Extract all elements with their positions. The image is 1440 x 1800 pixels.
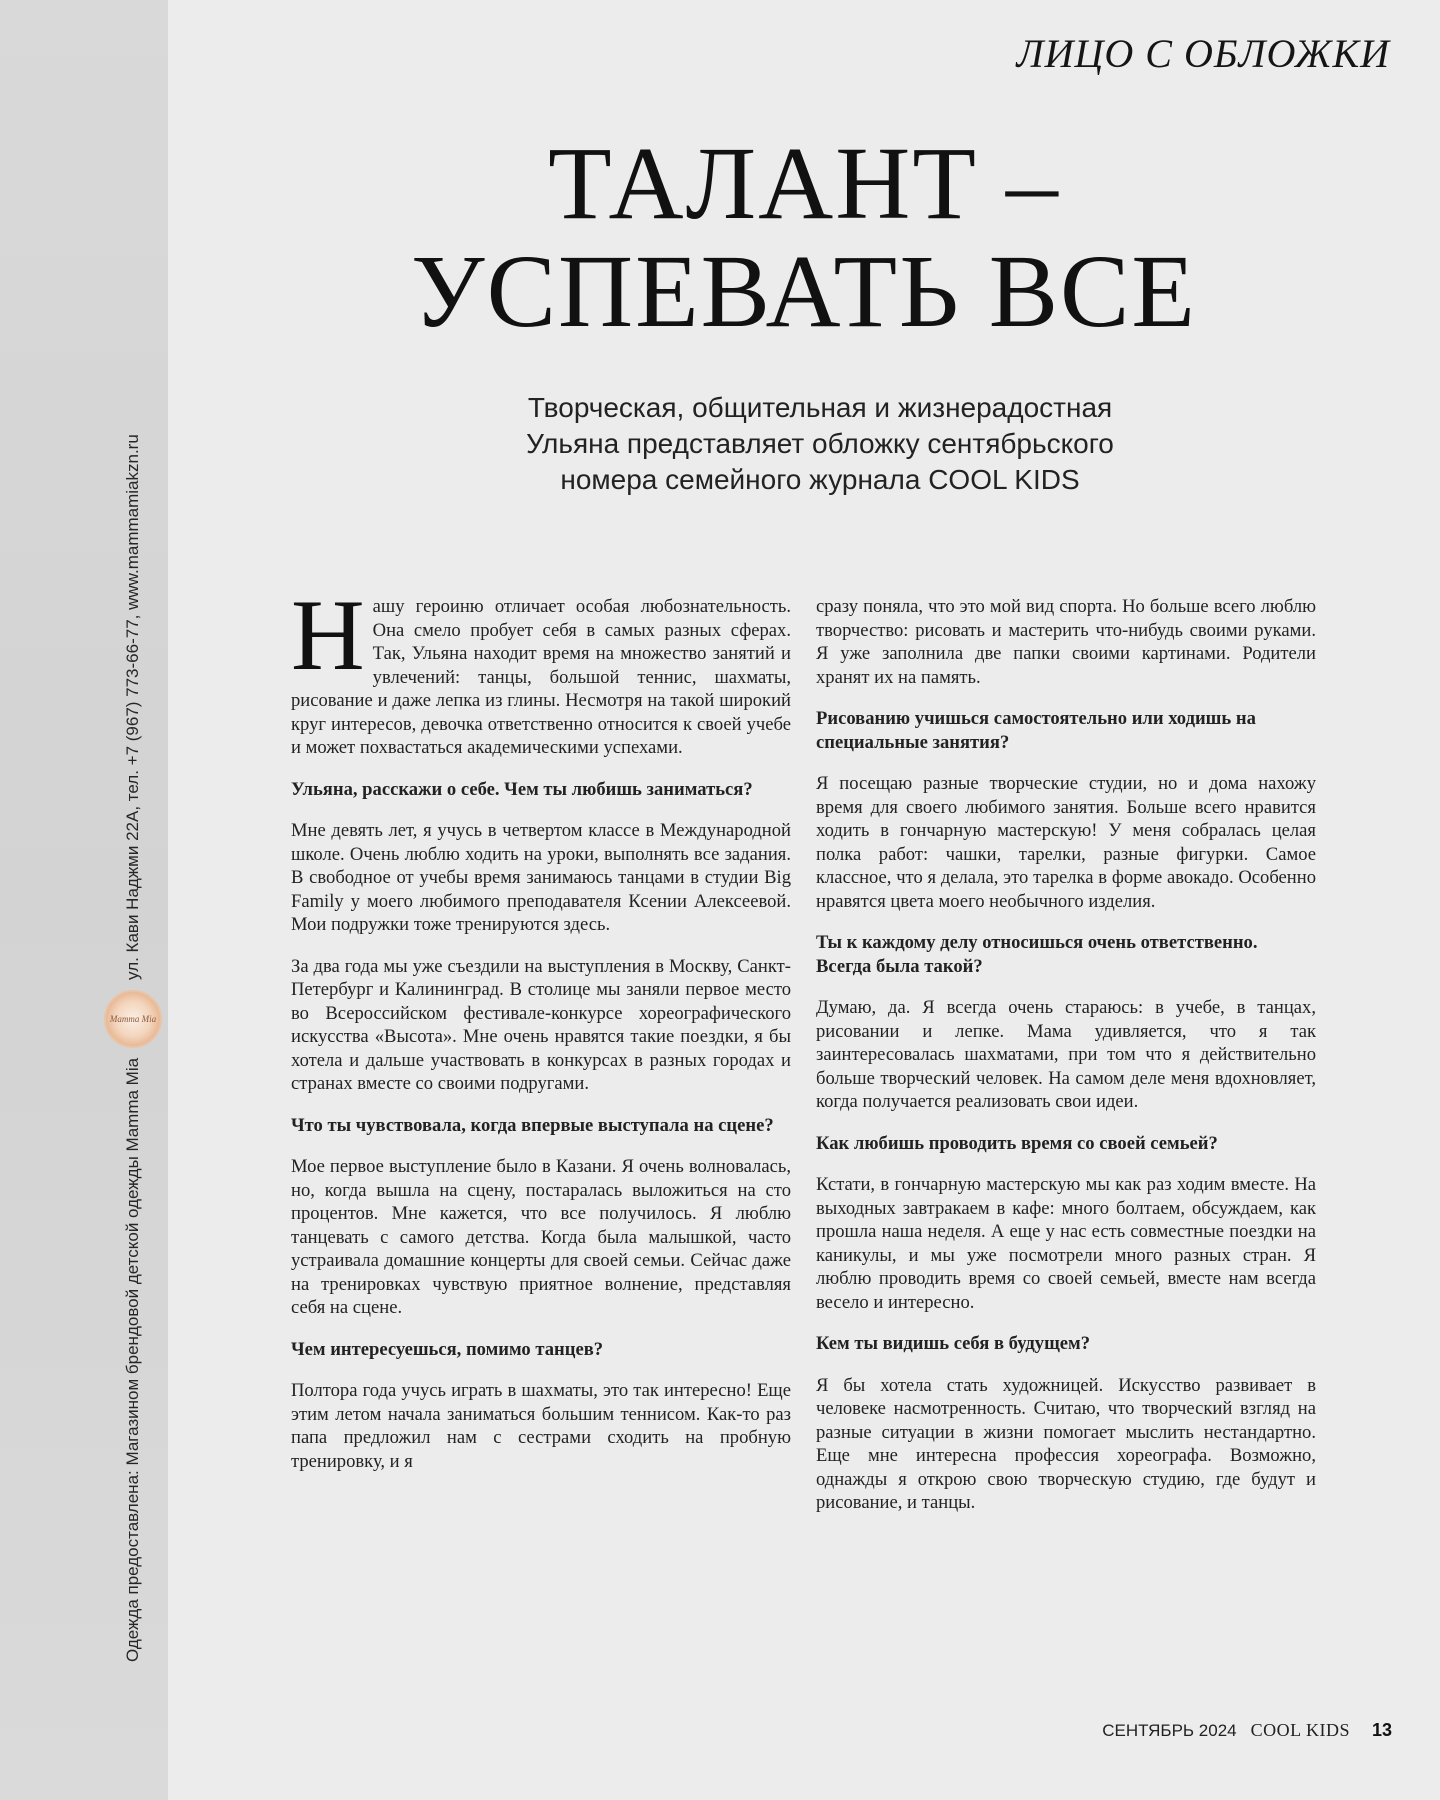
lead-line-1: Творческая, общительная и жизнерадостная — [527, 392, 1113, 423]
lead-paragraph — [440, 390, 1200, 498]
answer-1-paragraph-2: За два года мы уже съездили на выступления в Москву, Санкт-Петербург и Калининград. В столице мы заняли первое место во Всероссийском фестивале-конкурсе хореографического искусства «Высота». Мне очень нравятся такие поездки, я бы хотела и дальше участвовать в конкурсах в разных городах и странах вместе со своими подругами. — [291, 955, 791, 1094]
question-3: Чем интересуешься, помимо танцев? — [291, 1338, 604, 1360]
question-6: Как любишь проводить время со своей семьей? — [816, 1132, 1218, 1154]
sidebar-credit-line — [104, 434, 162, 1662]
lead-line-2: Ульяна представляет обложку сентябрьского — [526, 428, 1114, 459]
question-5: Ты к каждому делу относишься очень ответственно. Всегда была такой? — [816, 932, 1258, 977]
question-2: Что ты чувствовала, когда впервые выступала на сцене? — [291, 1114, 774, 1136]
headline-line-2: УСПЕВАТЬ ВСЕ — [411, 234, 1197, 349]
section-label: ЛИЦО С ОБЛОЖКИ — [1016, 31, 1390, 76]
answer-4: Я посещаю разные творческие студии, но и дома нахожу время для своего любимого занятия. Больше всего нравится ходить в гончарную мастерскую! У меня собралась целая полка работ: чашки, тарелки, разные фигурки. Самое классное, что я делала, это тарелка в форме авокадо. Особенно нравятся цвета моего необычного изделия. — [816, 773, 1316, 912]
drop-cap: Н — [291, 579, 365, 692]
headline — [168, 126, 1440, 349]
magazine-brand: COOL KIDS — [1250, 1720, 1350, 1740]
answer-7: Я бы хотела стать художницей. Искусство развивает в человеке насмотренность. Считаю, что творческий взгляд на разные ситуации в жизни помогает мыслить нестандартно. Еще мне интересна профессия хореографа. Возможно, однажды я открою свою творческую студию, где будут и рисование, и танцы. — [816, 1374, 1316, 1513]
page-footer — [1102, 1720, 1392, 1741]
answer-1-paragraph-1: Мне девять лет, я учусь в четвертом классе в Международной школе. Очень люблю ходить на уроки, выполнять все задания. В свободное от учебы время занимаюсь танцами в студии Big Family у моего любимого преподавателя Ксении Алексеевой. Мои подружки тоже тренируются здесь. — [291, 820, 791, 935]
mamma-mia-logo — [104, 990, 162, 1048]
article-column-right — [816, 595, 1316, 1515]
article-column-left — [291, 579, 791, 1473]
intro-text: ашу героиню отличает особая любознательность. Она смело пробует себя в самых разных сферах. Так, Ульяна находит время на множество занятий и увлечений: танцы, большой теннис, шахматы, рисование и даже лепка из глины. Несмотря на такой широкий круг интересов, девочка ответственно относится к своей учебе и может похвастаться академическими успехами. — [291, 596, 791, 758]
issue-date: СЕНТЯБРЬ 2024 — [1102, 1721, 1237, 1740]
lead-line-3: номера семейного журнала COOL KIDS — [560, 464, 1080, 495]
page-number: 13 — [1371, 1720, 1392, 1740]
answer-3-part-2: сразу поняла, что это мой вид спорта. Но больше всего люблю творчество: рисовать и мастерить что-нибудь своими руками. Я уже заполнила две папки своими картинами. Родители хранят их на память. — [816, 596, 1316, 688]
sidebar-contacts: ул. Кави Наджми 22А, тел. +7 (967) 773-66-77, www.mammamiakzn.ru — [123, 434, 142, 980]
question-1: Ульяна, расскажи о себе. Чем ты любишь заниматься? — [291, 778, 753, 800]
question-7: Кем ты видишь себя в будущем? — [816, 1333, 1090, 1354]
headline-line-1: ТАЛАНТ – — [548, 126, 1060, 241]
intro-paragraph — [291, 579, 791, 760]
answer-5: Думаю, да. Я всегда очень стараюсь: в учебе, в танцах, рисовании и лепке. Мама удивляется, что я так заинтересовалась шахматами, при том что я действительно больше творческий человек. На самом деле меня вдохновляет, когда получается реализовать свои идеи. — [816, 997, 1316, 1112]
question-4: Рисованию учишься самостоятельно или ходишь на специальные занятия? — [816, 708, 1256, 753]
logo-text: Mamma Mia — [109, 1013, 157, 1024]
sidebar-credit: Одежда предоставлена: Магазином брендовой детской одежды Mamma Mia — [123, 1057, 142, 1662]
answer-6: Кстати, в гончарную мастерскую мы как раз ходим вместе. На выходных завтракаем в кафе: много болтаем, обсуждаем, как прошла наша неделя. А еще у нас есть совместные поездки на каникулы, и мы уже посмотрели много разных стран. Я люблю проводить время со своей семьей, вместе нам всегда весело и интересно. — [816, 1174, 1316, 1313]
answer-2: Мое первое выступление было в Казани. Я очень волновалась, но, когда вышла на сцену, постаралась выложиться на сто процентов. Мне кажется, что все получилось. Я люблю танцевать с самого детства. Когда была малышкой, часто устраивала домашние концерты для своей семьи. Сейчас даже на тренировках чувствую приятное волнение, представляя себя на сцене. — [291, 1156, 791, 1318]
answer-3-part-1: Полтора года учусь играть в шахматы, это так интересно! Еще этим летом начала заниматься большим теннисом. Как-то раз папа предложил нам с сестрами сходить на пробную тренировку, и я — [291, 1380, 791, 1472]
